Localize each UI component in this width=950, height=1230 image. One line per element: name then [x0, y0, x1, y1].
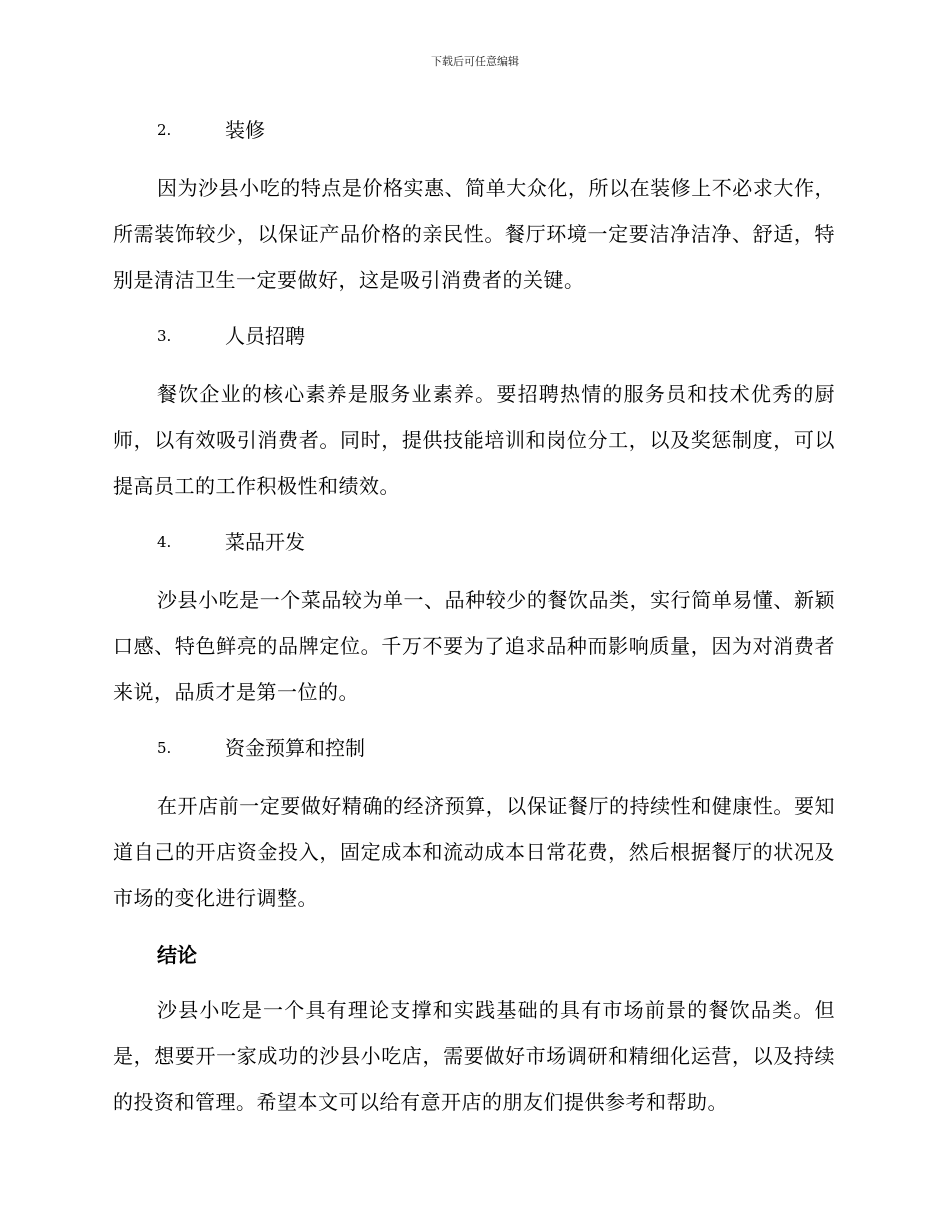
section-heading-2 [113, 111, 835, 149]
section-paragraph-4: 沙县小吃是一个菜品较为单一、品种较少的餐饮品类，实行简单易懂、新颖口感、特色鲜亮的品牌定位。千万不要为了追求品种而影响质量，因为对消费者来说，品质才是第一位的。 [113, 588, 835, 704]
section-number: 4. [157, 533, 172, 551]
section-number: 5. [157, 739, 172, 757]
section-paragraph-2: 因为沙县小吃的特点是价格实惠、简单大众化，所以在装修上不必求大作，所需装饰较少，以保证产品价格的亲民性。餐厅环境一定要洁净洁净、舒适，特别是清洁卫生一定要做好，这是吸引消费者的关键。 [113, 176, 835, 292]
section-heading-5 [113, 729, 835, 767]
page-header: 下载后可任意编辑 [431, 55, 519, 68]
section-paragraph-3: 餐饮企业的核心素养是服务业素养。要招聘热情的服务员和技术优秀的厨师，以有效吸引消费者。同时，提供技能培训和岗位分工，以及奖惩制度，可以提高员工的工作积极性和绩效。 [113, 382, 835, 498]
conclusion-paragraph: 沙县小吃是一个具有理论支撑和实践基础的具有市场前景的餐饮品类。但是，想要开一家成功的沙县小吃店，需要做好市场调研和精细化运营，以及持续的投资和管理。希望本文可以给有意开店的朋友们提供参考和帮助。 [113, 998, 835, 1114]
section-title: 装修 [225, 118, 265, 142]
section-heading-4 [113, 523, 835, 561]
section-title: 菜品开发 [225, 530, 305, 554]
section-heading-3 [113, 317, 835, 355]
document-body [113, 111, 835, 1139]
section-number: 3. [157, 327, 172, 345]
section-number: 2. [157, 121, 172, 139]
section-title: 人员招聘 [225, 324, 305, 348]
conclusion-heading: 结论 [157, 943, 197, 967]
section-paragraph-5: 在开店前一定要做好精确的经济预算，以保证餐厅的持续性和健康性。要知道自己的开店资金投入，固定成本和流动成本日常花费，然后根据餐厅的状况及市场的变化进行调整。 [113, 794, 835, 910]
section-title: 资金预算和控制 [225, 736, 365, 760]
